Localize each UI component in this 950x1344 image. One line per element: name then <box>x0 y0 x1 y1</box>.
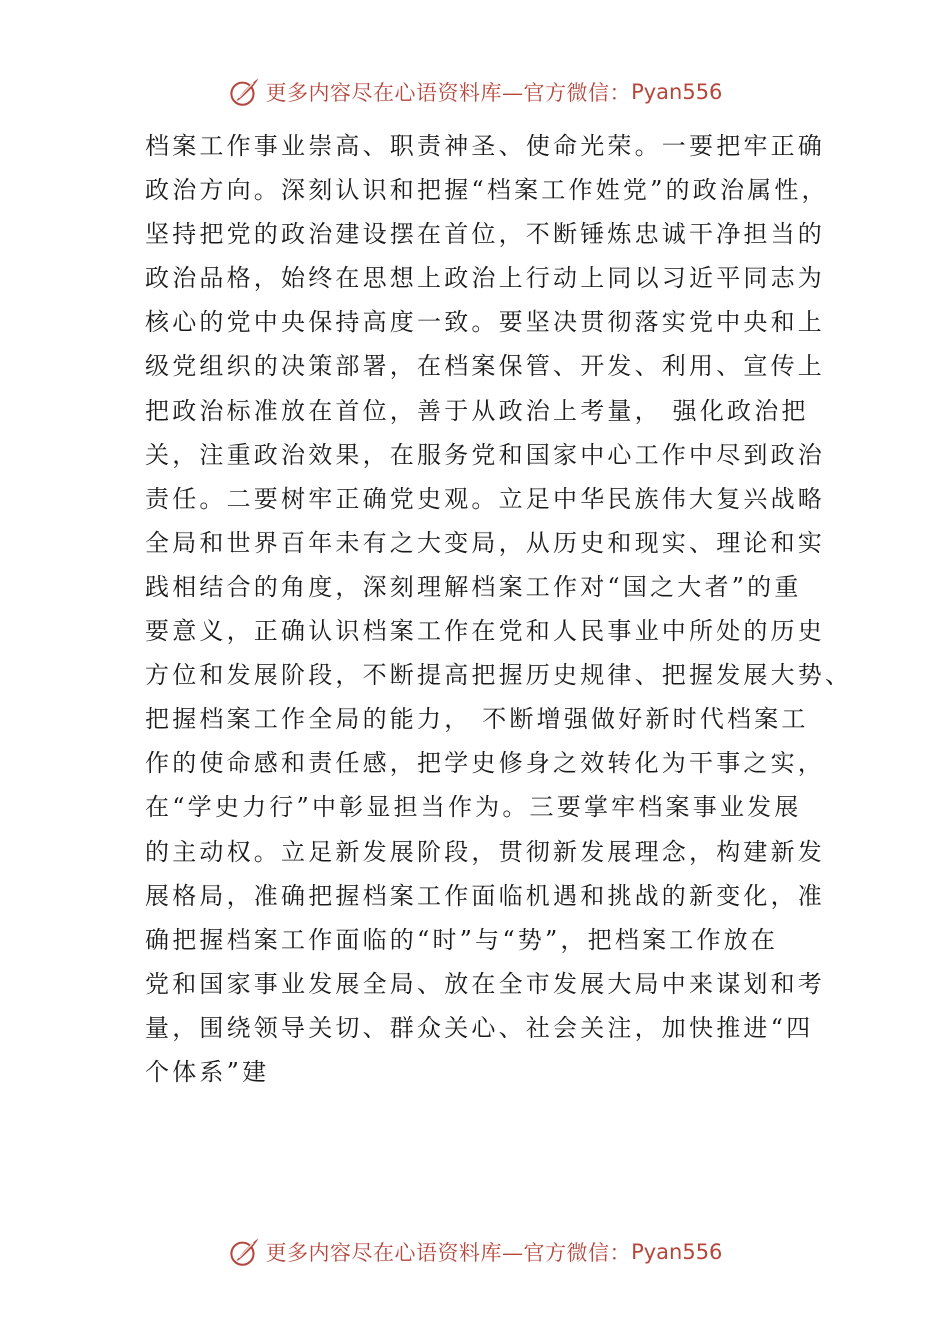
body-text-line: 确把握档案工作面临的“时”与“势”，把档案工作放在 <box>145 925 779 954</box>
feather-quill-logo-icon <box>228 1235 262 1269</box>
body-text-line: 把政治标准放在首位，善于从政治上考量， 强化政治把 <box>145 396 809 425</box>
body-text-line: 级党组织的决策部署，在档案保管、开发、利用、宣传上 <box>145 352 825 381</box>
body-text-line: 党和国家事业发展全局、放在全市发展大局中来谋划和考 <box>145 969 825 998</box>
footer-banner-text: 更多内容尽在心语资料库—官方微信： <box>265 1241 632 1265</box>
body-text-line: 个体系”建 <box>145 1057 270 1086</box>
body-text-line: 把握档案工作全局的能力， 不断增强做好新时代档案工 <box>145 705 809 734</box>
header-banner-text: 更多内容尽在心语资料库—官方微信： <box>265 81 632 105</box>
body-text-line: 的主动权。立足新发展阶段，贯彻新发展理念，构建新发 <box>145 837 825 866</box>
document-body <box>145 124 853 1094</box>
body-text-line: 坚持把党的政治建设摆在首位，不断锤炼忠诚干净担当的 <box>145 220 825 249</box>
feather-quill-logo-icon <box>228 75 262 109</box>
body-text-line: 政治品格，始终在思想上政治上行动上同以习近平同志为 <box>145 264 825 293</box>
body-text-line: 展格局，准确把握档案工作面临机遇和挑战的新变化，准 <box>145 881 825 910</box>
body-text-line: 全局和世界百年未有之大变局，从历史和现实、理论和实 <box>145 528 825 557</box>
footer-banner <box>0 1232 950 1272</box>
body-text-line: 政治方向。深刻认识和把握“档案工作姓党”的政治属性， <box>145 176 829 205</box>
body-text-line: 责任。二要树牢正确党史观。立足中华民族伟大复兴战略 <box>145 484 825 513</box>
body-text-line: 作的使命感和责任感，把学史修身之效转化为干事之实， <box>145 749 825 778</box>
body-text-line: 方位和发展阶段，不断提高把握历史规律、把握发展大势、 <box>145 661 853 690</box>
body-text-line: 要意义，正确认识档案工作在党和人民事业中所处的历史 <box>145 617 825 646</box>
body-text-line: 践相结合的角度，深刻理解档案工作对“国之大者”的重 <box>145 572 802 601</box>
footer-wechat-id: Pyan556 <box>631 1240 723 1264</box>
header-banner <box>0 72 950 112</box>
header-wechat-id: Pyan556 <box>631 80 723 104</box>
body-text-line: 在“学史力行”中彰显担当作为。三要掌牢档案事业发展 <box>145 793 802 822</box>
body-text-line: 档案工作事业崇高、职责神圣、使命光荣。一要把牢正确 <box>145 132 825 160</box>
body-text-line: 核心的党中央保持高度一致。要坚决贯彻落实党中央和上 <box>145 308 825 337</box>
body-text-line: 量，围绕领导关切、群众关心、社会关注，加快推进“四 <box>145 1013 814 1042</box>
body-text-line: 关，注重政治效果，在服务党和国家中心工作中尽到政治 <box>145 440 825 469</box>
